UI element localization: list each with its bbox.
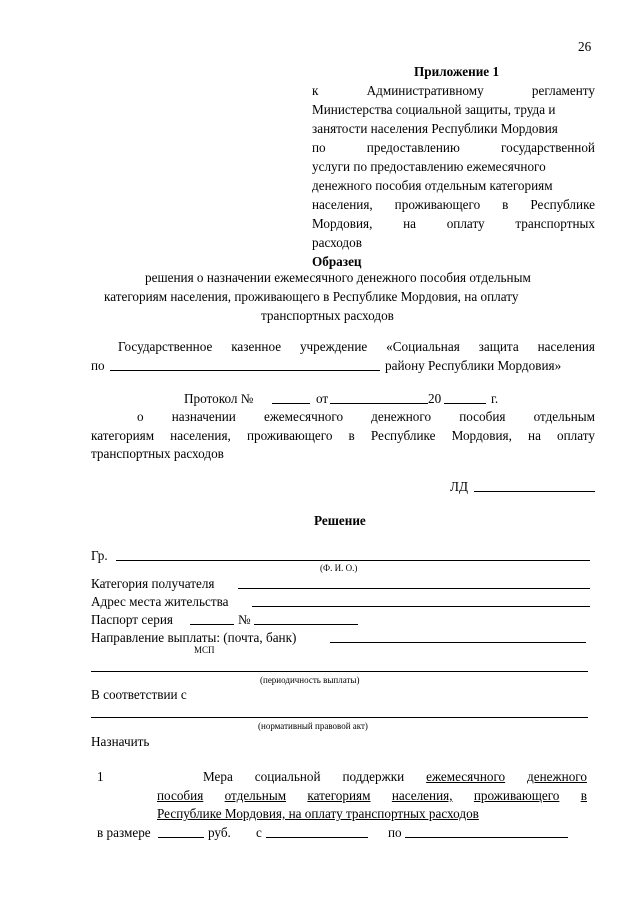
appendix-word: в xyxy=(502,197,509,212)
protocol-date-blank[interactable] xyxy=(330,403,428,404)
appendix-line xyxy=(312,233,595,252)
appendix-line-text: денежного пособия отдельным категориям xyxy=(312,178,553,193)
legal-act-blank[interactable] xyxy=(91,717,588,718)
protocol-l1-word: пособия xyxy=(459,409,506,424)
legal-act-caption: (нормативный правовой акт) xyxy=(258,721,368,731)
protocol-l2-word: Республике xyxy=(370,428,436,443)
appendix-text xyxy=(312,81,595,252)
address-label: Адрес места жительства xyxy=(91,594,229,609)
measure-line-1 xyxy=(203,767,587,786)
appendix-word: Административному xyxy=(366,83,484,98)
appendix-word: транспортных xyxy=(515,216,595,231)
passport-number-label: № xyxy=(238,612,251,627)
msp-label: МСП xyxy=(194,645,215,655)
protocol-l1-word: о xyxy=(137,409,144,424)
appendix-word: на xyxy=(403,216,416,231)
passport-series-blank[interactable] xyxy=(190,624,234,625)
protocol-number-blank[interactable] xyxy=(272,403,310,404)
measure-l2-word: пособия xyxy=(157,788,204,803)
institution-word: учреждение xyxy=(299,339,368,354)
institution-word: «Социальная xyxy=(386,339,460,354)
protocol-year-blank[interactable] xyxy=(444,403,486,404)
appendix-line xyxy=(312,100,595,119)
appendix-line xyxy=(312,195,595,214)
institution-word: казенное xyxy=(231,339,282,354)
sample-subtitle-2: категориям населения, проживающего в Республике Мордовия, на оплату xyxy=(104,289,519,304)
appendix-word: по xyxy=(312,140,326,155)
measure-l2-word: отдельным xyxy=(224,788,287,803)
protocol-l2-word: населения, xyxy=(170,428,231,443)
protocol-l2-word: оплату xyxy=(557,428,595,443)
protocol-line-1 xyxy=(137,407,595,426)
appendix-word: регламенту xyxy=(531,83,595,98)
protocol-l1-word: отдельным xyxy=(533,409,595,424)
appendix-word: к xyxy=(312,83,319,98)
appendix-line-text: услуги по предоставлению ежемесячного xyxy=(312,159,546,174)
institution-word: Государственное xyxy=(118,339,213,354)
amount-label: в размере xyxy=(97,825,151,840)
institution-suffix: району Республики Мордовия» xyxy=(385,358,562,373)
measure-l1-word: ежемесячного xyxy=(426,769,506,784)
appendix-line xyxy=(312,119,595,138)
appendix-line-text: занятости населения Республики Мордовия xyxy=(312,121,558,136)
appendix-line xyxy=(312,138,595,157)
currency-label: руб. xyxy=(208,825,231,840)
protocol-l2-word: категориям xyxy=(91,428,155,443)
citizen-label: Гр. xyxy=(91,548,108,563)
protocol-l2-word: в xyxy=(348,428,355,443)
measure-line-3: Республике Мордовия, на оплату транспортных расходов xyxy=(157,806,479,821)
address-blank[interactable] xyxy=(252,606,590,607)
passport-series-label: Паспорт серия xyxy=(91,612,173,627)
appendix-line-text: Министерства социальной защиты, труда и xyxy=(312,102,556,117)
protocol-l2-word: проживающего xyxy=(246,428,333,443)
appendix-word: населения, xyxy=(312,197,373,212)
measure-l2-word: населения, xyxy=(391,788,453,803)
accordance-label: В соответствии с xyxy=(91,687,187,702)
appendix-line xyxy=(312,157,595,176)
appendix-word: оплату xyxy=(446,216,485,231)
category-blank[interactable] xyxy=(238,588,590,589)
fio-caption: (Ф. И. О.) xyxy=(320,563,358,573)
from-date-blank[interactable] xyxy=(266,837,368,838)
protocol-year-prefix: 20 xyxy=(428,391,442,406)
payment-direction-label: Направление выплаты: (почта, банк) xyxy=(91,630,297,645)
measure-l2-word: категориям xyxy=(307,788,371,803)
appendix-word: государственной xyxy=(500,140,595,155)
sample-subtitle-1: решения о назначении ежемесячного денежного пособия отдельным xyxy=(145,270,531,285)
appendix-line-text: расходов xyxy=(312,235,362,250)
category-label: Категория получателя xyxy=(91,576,215,591)
appendix-title: Приложение 1 xyxy=(414,64,500,79)
to-date-blank[interactable] xyxy=(405,837,568,838)
protocol-label: Протокол № xyxy=(184,391,254,406)
passport-number-blank[interactable] xyxy=(254,624,358,625)
appendix-line xyxy=(312,176,595,195)
ld-blank[interactable] xyxy=(474,491,595,492)
institution-line xyxy=(118,337,595,356)
decision-title: Решение xyxy=(314,513,366,528)
periodicity-caption: (периодичность выплаты) xyxy=(260,675,360,685)
payment-direction-blank[interactable] xyxy=(330,642,586,643)
protocol-line-3: транспортных расходов xyxy=(91,446,224,461)
institution-po: по xyxy=(91,358,105,373)
appendix-word: проживающего xyxy=(394,197,481,212)
amount-blank[interactable] xyxy=(158,837,204,838)
protocol-line-2 xyxy=(91,426,595,445)
measure-l2-word: в xyxy=(580,788,587,803)
protocol-l2-word: на xyxy=(528,428,541,443)
measure-l1-word: Мера xyxy=(203,769,233,784)
appendix-line xyxy=(312,81,595,100)
measure-l1-word: социальной xyxy=(254,769,321,784)
citizen-blank[interactable] xyxy=(116,560,590,561)
ld-label: ЛД xyxy=(450,479,468,494)
protocol-from: от xyxy=(316,391,329,406)
measure-l2-word: проживающего xyxy=(473,788,560,803)
measure-number: 1 xyxy=(97,769,104,784)
protocol-year-suffix: г. xyxy=(491,391,499,406)
sample-subtitle-3: транспортных расходов xyxy=(261,308,394,323)
page-number: 26 xyxy=(578,39,592,54)
appendix-word: Республике xyxy=(530,197,595,212)
to-label: по xyxy=(388,825,402,840)
institution-word: защита xyxy=(478,339,519,354)
appendix-word: предоставлению xyxy=(366,140,460,155)
measure-line-2 xyxy=(157,786,587,805)
measure-l1-word: денежного xyxy=(527,769,587,784)
institution-word: населения xyxy=(537,339,595,354)
from-label: с xyxy=(256,825,262,840)
protocol-l1-word: назначении xyxy=(171,409,236,424)
protocol-l2-word: Мордовия, xyxy=(451,428,512,443)
protocol-l1-word: ежемесячного xyxy=(263,409,344,424)
appendix-line xyxy=(312,214,595,233)
periodicity-blank[interactable] xyxy=(91,671,588,672)
appendix-word: Мордовия, xyxy=(312,216,373,231)
district-blank[interactable] xyxy=(110,370,380,371)
measure-l1-word: поддержки xyxy=(342,769,405,784)
assign-label: Назначить xyxy=(91,734,150,749)
sample-title: Образец xyxy=(312,254,362,269)
protocol-l1-word: денежного xyxy=(371,409,432,424)
